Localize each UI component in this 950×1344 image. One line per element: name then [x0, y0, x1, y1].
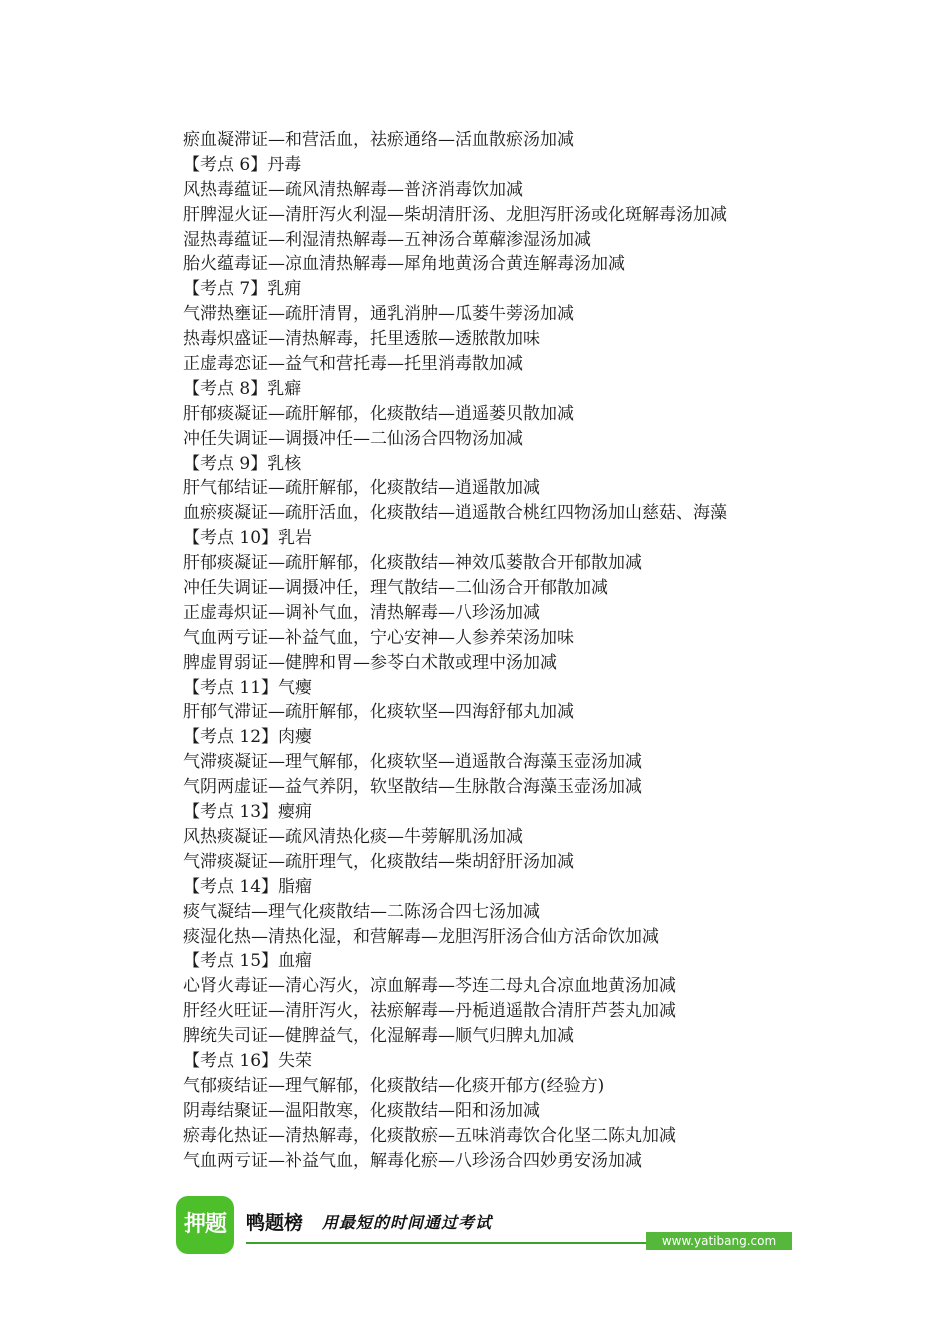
- text-line: 正虚毒恋证—益气和营托毒—托里消毒散加减: [183, 354, 523, 375]
- website-url: www.yatibang.com: [646, 1232, 792, 1250]
- text-line: 气血两亏证—补益气血，解毒化瘀—八珍汤合四妙勇安汤加减: [183, 1150, 642, 1171]
- text-line: 肝郁痰凝证—疏肝解郁，化痰散结—神效瓜蒌散合开郁散加减: [183, 553, 642, 574]
- section-heading: 【考点 13】瘿痈: [183, 802, 313, 823]
- section-heading: 【考点 6】丹毒: [183, 154, 302, 175]
- section-heading: 【考点 11】气瘿: [183, 677, 313, 698]
- text-line: 痰气凝结—理气化痰散结—二陈汤合四七汤加减: [183, 901, 540, 922]
- text-line: 肝经火旺证—清肝泻火，祛瘀解毒—丹栀逍遥散合清肝芦荟丸加减: [183, 1001, 676, 1022]
- footer-divider: [246, 1242, 646, 1244]
- text-line: 瘀血凝滞证—和营活血，祛瘀通络—活血散瘀汤加减: [183, 130, 574, 150]
- text-line: 肝脾湿火证—清肝泻火利湿—柴胡清肝汤、龙胆泻肝汤或化斑解毒汤加减: [183, 204, 727, 225]
- section-heading: 【考点 14】脂瘤: [183, 876, 313, 897]
- brand-name: 鸭题榜: [246, 1212, 304, 1234]
- text-line: 血瘀痰凝证—疏肝活血，化痰散结—逍遥散合桃红四物汤加山慈菇、海藻: [183, 503, 727, 524]
- text-line: 湿热毒蕴证—利湿清热解毒—五神汤合萆薢渗湿汤加减: [183, 229, 591, 250]
- text-line: 瘀毒化热证—清热解毒，化痰散瘀—五味消毒饮合化坚二陈丸加减: [183, 1125, 676, 1146]
- text-line: 脾虚胃弱证—健脾和胃—参苓白术散或理中汤加减: [183, 652, 557, 673]
- text-line: 阴毒结聚证—温阳散寒，化痰散结—阳和汤加减: [183, 1100, 540, 1121]
- text-line: 脾统失司证—健脾益气，化湿解毒—顺气归脾丸加减: [183, 1026, 574, 1047]
- text-line: 心肾火毒证—清心泻火，凉血解毒—芩连二母丸合凉血地黄汤加减: [183, 976, 676, 997]
- text-line: 气郁痰结证—理气解郁，化痰散结—化痰开郁方(经验方): [183, 1075, 605, 1096]
- text-line: 正虚毒炽证—调补气血，清热解毒—八珍汤加减: [183, 602, 540, 623]
- section-heading: 【考点 15】血瘤: [183, 951, 313, 972]
- brand-logo: 押题: [176, 1196, 234, 1254]
- section-heading: 【考点 9】乳核: [183, 453, 302, 474]
- text-line: 肝气郁结证—疏肝解郁，化痰散结—逍遥散加减: [183, 478, 540, 499]
- text-line: 气滞痰凝证—疏肝理气，化痰散结—柴胡舒肝汤加减: [183, 851, 574, 872]
- text-line: 肝郁气滞证—疏肝解郁，化痰软坚—四海舒郁丸加减: [183, 702, 574, 723]
- text-line: 痰湿化热—清热化湿，和营解毒—龙胆泻肝汤合仙方活命饮加减: [183, 926, 659, 947]
- text-line: 风热毒蕴证—疏风清热解毒—普济消毒饮加减: [183, 179, 523, 200]
- page-footer: [176, 1194, 796, 1254]
- section-heading: 【考点 8】乳癖: [183, 378, 302, 399]
- text-line: 气滞热壅证—疏肝清胃，通乳消肿—瓜蒌牛蒡汤加减: [183, 304, 574, 325]
- document-body: [183, 128, 823, 1173]
- section-heading: 【考点 7】乳痈: [183, 279, 302, 300]
- text-line: 风热痰凝证—疏风清热化痰—牛蒡解肌汤加减: [183, 826, 523, 847]
- section-heading: 【考点 16】失荣: [183, 1050, 313, 1071]
- text-line: 气血两亏证—补益气血，宁心安神—人参养荣汤加味: [183, 627, 574, 648]
- brand-slogan: 用最短的时间通过考试: [322, 1213, 493, 1232]
- text-line: 热毒炽盛证—清热解毒，托里透脓—透脓散加味: [183, 329, 540, 350]
- text-line: 冲任失调证—调摄冲任，理气散结—二仙汤合开郁散加减: [183, 578, 608, 599]
- section-heading: 【考点 12】肉瘿: [183, 727, 313, 748]
- text-line: 胎火蕴毒证—凉血清热解毒—犀角地黄汤合黄连解毒汤加减: [183, 254, 625, 275]
- text-line: 气滞痰凝证—理气解郁，化痰软坚—逍遥散合海藻玉壶汤加减: [183, 752, 642, 773]
- section-heading: 【考点 10】乳岩: [183, 528, 313, 549]
- text-line: 肝郁痰凝证—疏肝解郁，化痰散结—逍遥蒌贝散加减: [183, 403, 574, 424]
- text-line: 冲任失调证—调摄冲任—二仙汤合四物汤加减: [183, 428, 523, 449]
- text-line: 气阴两虚证—益气养阴，软坚散结—生脉散合海藻玉壶汤加减: [183, 777, 642, 798]
